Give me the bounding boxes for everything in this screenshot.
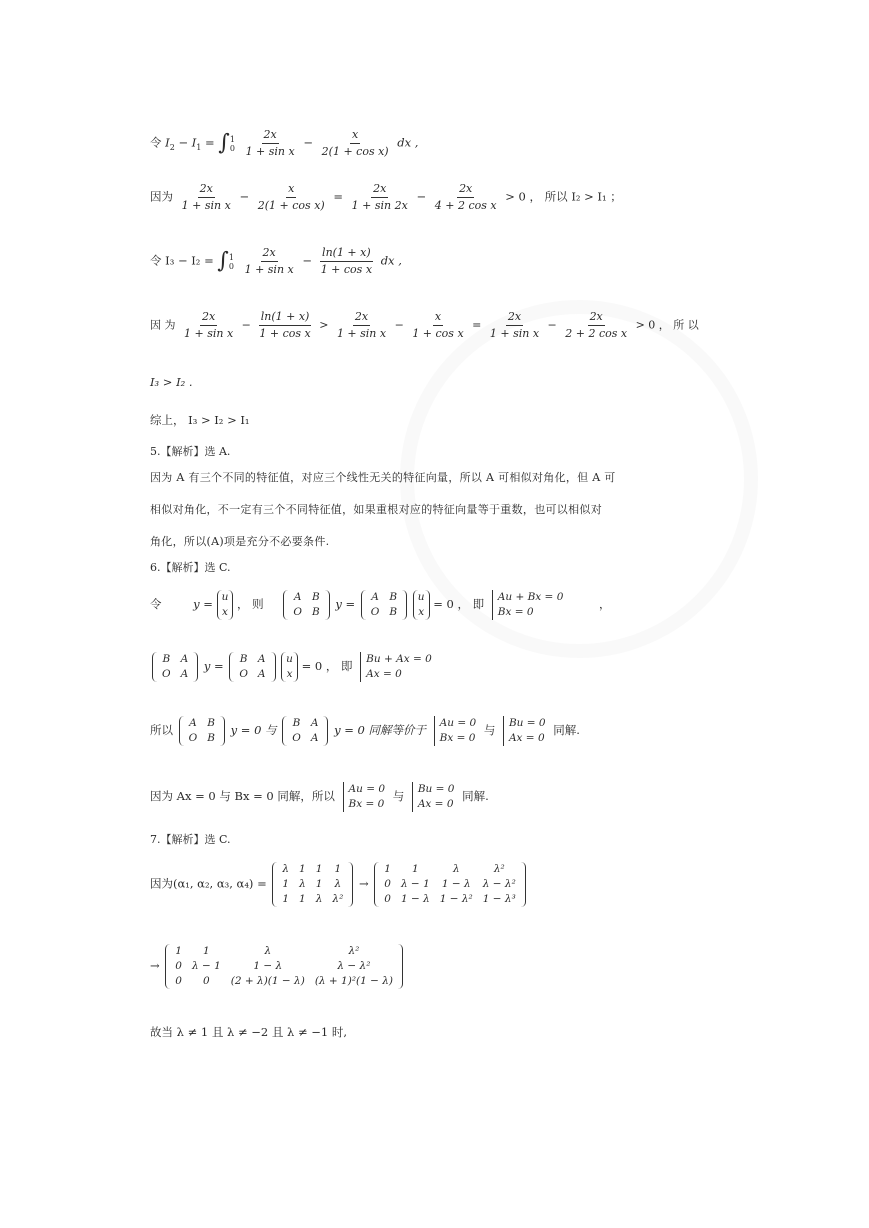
q7-line-1: [150, 862, 528, 907]
arrow: →: [358, 876, 369, 891]
matrix-AB: A B O B: [179, 716, 225, 746]
integral-sign: ∫: [218, 130, 230, 156]
matrix-augmented: λ 1 1 1 1 λ 1 λ 1 1 λ λ²: [272, 862, 353, 907]
matrix-BA: B A O A: [229, 652, 275, 682]
formula-line-1: [150, 128, 418, 159]
text: ， 则: [237, 597, 264, 611]
text: > 0 ， 所以 I₂ > I₁ ；: [505, 189, 622, 204]
text: 同解.: [553, 723, 580, 737]
var: − I: [178, 135, 197, 150]
text: y =: [335, 597, 356, 611]
q5-paragraph-line-2: 相似对角化，不一定有三个不同特征值，如果重根对应的特征向量等于重数，也可以相似对: [150, 503, 602, 516]
differential: dx ,: [397, 135, 419, 150]
equals: =: [472, 318, 482, 332]
matrix-AB: A B O B: [283, 590, 329, 620]
text: 令: [150, 597, 162, 611]
integral-limits: 1 0: [229, 134, 235, 153]
fraction: $\frac{2x}{\text{1 + sin x}}$: [184, 310, 234, 340]
q6-line-4: [150, 782, 489, 812]
equation-system: Bu = 0 Ax = 0: [503, 716, 546, 746]
column-vector: u x: [281, 652, 298, 682]
fraction: $\frac{x}{\text{1 + cos x}}$: [412, 310, 464, 340]
matrix-BA: B A O A: [282, 716, 328, 746]
formula-line-3: [150, 246, 402, 277]
minus: −: [394, 318, 404, 332]
q5-heading: 5.【解析】选 A.: [150, 445, 231, 458]
minus: −: [241, 318, 251, 332]
matrix-step-1: 1 1 λ λ² 0 λ − 1 1 − λ λ − λ² 0 1 − λ 1 − λ² 1 − λ³: [374, 862, 526, 907]
minus: −: [547, 318, 557, 332]
sub: 1: [196, 142, 202, 152]
column-vector: u x: [413, 590, 430, 620]
minus: −: [303, 135, 314, 150]
minus: −: [416, 189, 427, 204]
fraction: $\frac{2x}{\text{1 + sin x}}$: [489, 310, 540, 340]
fraction: $\frac{2x}{\text{4 + 2 cos x}}$: [434, 182, 497, 212]
text: 因 为: [150, 318, 176, 332]
text: > 0 ， 所 以: [635, 318, 699, 332]
q7-conclusion: 故当 λ ≠ 1 且 λ ≠ −2 且 λ ≠ −1 时,: [150, 1025, 348, 1039]
text: y =: [203, 659, 224, 673]
q5-paragraph-line-3: 角化，所以(A)项是充分不必要条件.: [150, 535, 330, 548]
text: 令 I₃ − I₂ =: [150, 253, 214, 268]
q6-line-1: [150, 590, 611, 620]
column-vector: u x: [217, 590, 234, 620]
integral-sign: ∫: [217, 248, 229, 274]
text: y =: [193, 597, 213, 611]
fraction: $\frac{2x}{\text{1 + sin x}}$: [181, 182, 231, 212]
text: 因为 Ax = 0 与 Bx = 0 同解，所以: [150, 789, 335, 803]
text: 因为: [150, 189, 173, 204]
equation-system: Bu = 0 Ax = 0: [412, 782, 455, 812]
fraction: $\frac{\ln(1 + x)}{\text{1 + cos x}}$: [259, 310, 311, 340]
greater-than: >: [319, 318, 329, 332]
text: 因为(α₁, α₂, α₃, α₄) =: [150, 876, 267, 891]
text: = 0 ， 即: [301, 659, 353, 673]
q6-heading: 6.【解析】选 C.: [150, 561, 231, 574]
matrix-step-2: 1 1 λ λ² 0 λ − 1 1 − λ λ − λ² 0 0 (2 + λ)(1 − λ) (λ + 1)²(1 − λ): [165, 944, 403, 989]
text: 同解.: [462, 789, 489, 803]
formula-line-5: I₃ > I₂ .: [150, 375, 193, 389]
text: 与: [392, 789, 405, 803]
arrow: →: [150, 958, 160, 973]
formula-line-6: 综上， I₃ > I₂ > I₁: [150, 413, 250, 427]
equation-system: Au + Bx = 0 Bx = 0: [492, 590, 564, 620]
q6-line-3: [150, 716, 580, 746]
sub: 2: [169, 142, 175, 152]
q7-line-2: [150, 944, 405, 989]
text: = 0 ， 即: [433, 597, 485, 611]
equation-system: Au = 0 Bx = 0: [434, 716, 477, 746]
fraction: $\frac{2x}{\text{1 + sin x}}$: [245, 128, 295, 158]
text: ，: [599, 597, 611, 611]
fraction: $\frac{2x}{\text{1 + sin x}}$: [244, 246, 294, 276]
text: y = 0 同解等价于: [334, 723, 426, 737]
fraction: $\frac{\ln(1 + x)}{\text{1 + cos x}}$: [320, 246, 373, 276]
text: 令: [150, 135, 162, 150]
q7-heading: 7.【解析】选 C.: [150, 833, 231, 846]
differential: dx ,: [380, 253, 402, 268]
q5-paragraph-line-1: 因为 A 有三个不同的特征值，对应三个线性无关的特征向量，所以 A 可相似对角化，但 A 可: [150, 471, 616, 484]
integral-limits: 1 0: [228, 252, 234, 271]
matrix-AB: A B O B: [361, 590, 407, 620]
equals: =: [205, 135, 215, 150]
equals: =: [333, 189, 343, 204]
minus: −: [239, 189, 250, 204]
text: y = 0 与: [230, 723, 277, 737]
equation-system: Au = 0 Bx = 0: [343, 782, 386, 812]
text: 所以: [150, 723, 173, 737]
matrix-BA: B A O A: [152, 652, 198, 682]
var: I: [165, 135, 170, 150]
q6-line-2: [150, 652, 436, 682]
text: 与: [483, 723, 496, 737]
fraction: $\frac{2x}{1 + \sin 2x}$: [351, 182, 408, 212]
fraction: $\frac{2x}{\text{1 + sin x}}$: [336, 310, 387, 340]
formula-line-4: [150, 310, 699, 341]
fraction: $\frac{x}{\text{2(1 + cos x)}}$: [321, 128, 389, 158]
minus: −: [302, 253, 313, 268]
fraction: $\frac{x}{\text{2(1 + cos x)}}$: [257, 182, 325, 212]
fraction: $\frac{2x}{\text{2 + 2 cos x}}$: [565, 310, 628, 340]
equation-system: Bu + Ax = 0 Ax = 0: [360, 652, 432, 682]
formula-line-2: [150, 182, 622, 213]
